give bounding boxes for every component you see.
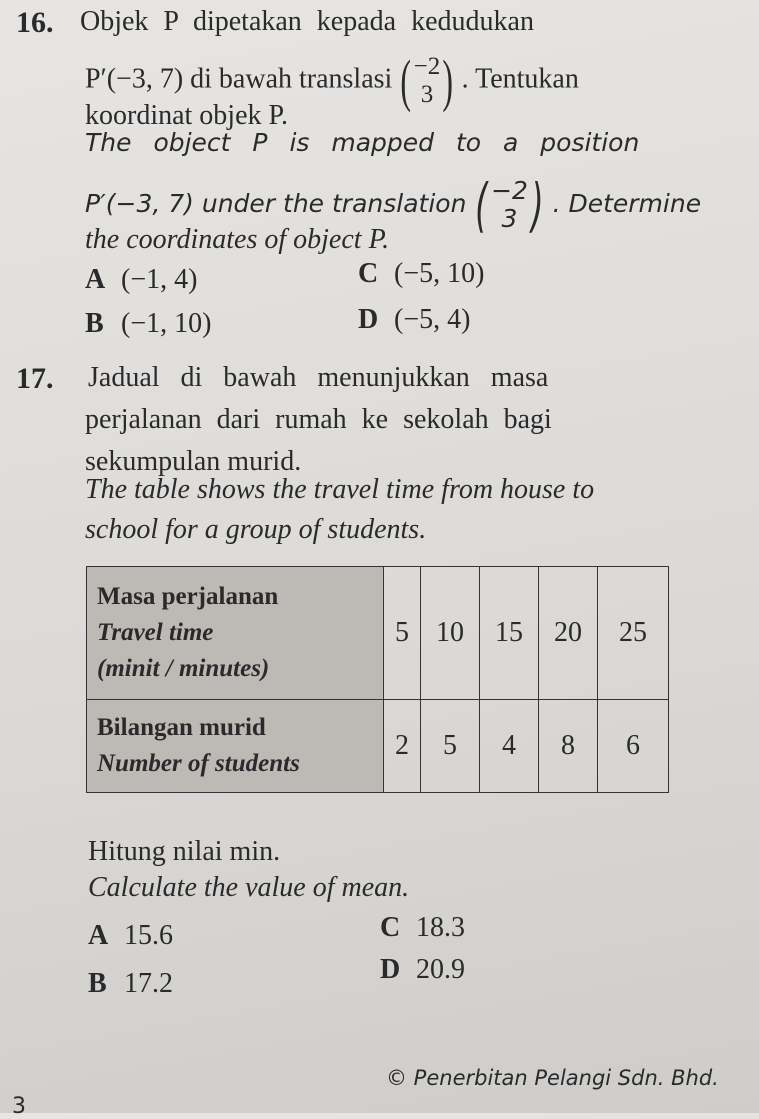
table-cell: 25	[598, 567, 669, 700]
question-number: 17.	[16, 362, 54, 395]
table-cell: 15	[480, 567, 539, 700]
q16-option-a[interactable]: A (−1, 4)	[85, 264, 198, 295]
q17-english-line-1: The table shows the travel time from house to	[85, 474, 595, 505]
vector-top: −2	[491, 176, 528, 205]
q16-option-c[interactable]: C (−5, 10)	[358, 258, 485, 289]
translation-vector-en: ( −2 3 )	[475, 171, 544, 239]
q17-option-a[interactable]: A 15.6	[88, 920, 173, 951]
q16-option-b[interactable]: B (−1, 10)	[85, 308, 212, 339]
q16-malay-text: P′(−3, 7) di bawah translasi	[85, 63, 393, 95]
table-row	[87, 567, 669, 700]
q16-malay-text-end: . Tentukan	[461, 63, 579, 95]
q16-english-text-end: . Determine	[552, 189, 702, 218]
travel-time-header: Masa perjalanan Travel time (minit / minutes)	[87, 567, 384, 700]
table-cell: 20	[539, 567, 598, 700]
q17-english-line-2: school for a group of students.	[85, 514, 427, 545]
q17-malay-line-1: Jadual di bawah menunjukkan masa	[88, 362, 549, 393]
q16-english-line-3: the coordinates of object P.	[85, 224, 390, 255]
vector-bottom: 3	[420, 81, 434, 108]
page-number: 3	[12, 1094, 26, 1119]
translation-vector: ( −2 3 )	[400, 48, 454, 113]
question-number: 16.	[16, 6, 54, 39]
q17-option-d[interactable]: D 20.9	[380, 954, 465, 985]
table-cell: 4	[480, 700, 539, 793]
table-cell: 6	[598, 700, 669, 793]
table-cell: 10	[421, 567, 480, 700]
table-cell: 2	[384, 700, 421, 793]
q17-malay-line-3: sekumpulan murid.	[85, 446, 302, 477]
table-row	[87, 700, 669, 793]
q17-option-b[interactable]: B 17.2	[88, 968, 173, 999]
table-cell: 5	[384, 567, 421, 700]
q17-english-question: Calculate the value of mean.	[88, 872, 410, 903]
q16-english-text: P′(−3, 7) under the translation	[85, 189, 467, 218]
students-header: Bilangan murid Number of students	[87, 700, 384, 793]
travel-time-table	[86, 566, 669, 793]
table-cell: 8	[539, 700, 598, 793]
table-cell: 5	[421, 700, 480, 793]
q17-malay-question: Hitung nilai min.	[88, 836, 281, 867]
q17-malay-line-2: perjalanan dari rumah ke sekolah bagi	[85, 404, 552, 435]
vector-top: −2	[413, 53, 441, 80]
vector-bottom: 3	[501, 204, 518, 233]
q17-option-c[interactable]: C 18.3	[380, 912, 465, 943]
q16-english-line-1: The object P is mapped to a position	[85, 128, 640, 157]
q16-malay-line-3: koordinat objek P.	[85, 100, 288, 131]
q16-option-d[interactable]: D (−5, 4)	[358, 304, 471, 335]
q16-malay-line-1: Objek P dipetakan kepada kedudukan	[80, 6, 534, 37]
copyright-notice: © Penerbitan Pelangi Sdn. Bhd.	[386, 1066, 719, 1090]
